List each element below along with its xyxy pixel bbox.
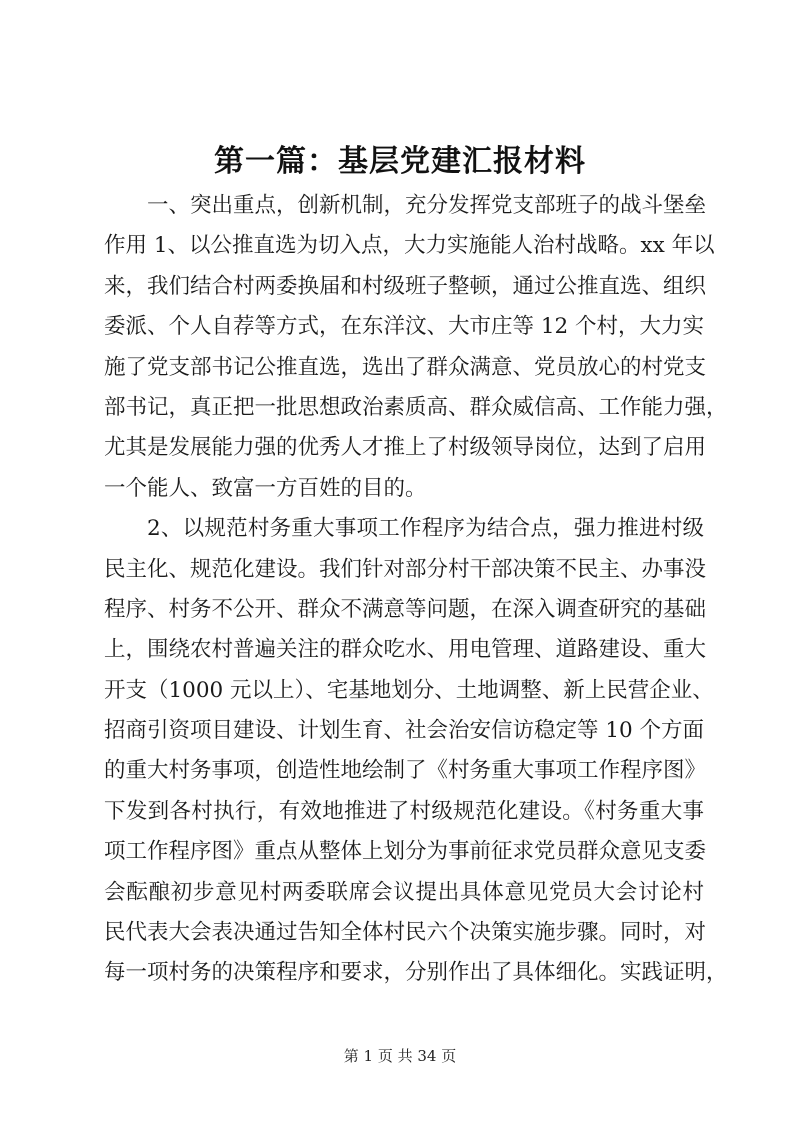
body-line: 一、突出重点，创新机制，充分发挥党支部班子的战斗堡垒: [147, 193, 707, 218]
body-line: 一个能人、致富一方百姓的目的。: [104, 475, 427, 501]
body-line: 会酝酿初步意见村两委联席会议提出具体意见党员大会讨论村: [104, 879, 704, 905]
body-line: 上，围绕农村普遍关注的群众吃水、用电管理、道路建设、重大: [104, 637, 707, 663]
body-line: 的重大村务事项，创造性地绘制了《村务重大事项工作程序图》: [104, 758, 707, 784]
body-line: 每一项村务的决策程序和要求，分别作出了具体细化。实践证明，: [104, 960, 728, 986]
body-line: 2、以规范村务重大事项工作程序为结合点，强力推进村级: [147, 516, 704, 542]
body-line: 施了党支部书记公推直选，选出了群众满意、党员放心的村党支: [104, 354, 707, 380]
body-line: 来，我们结合村两委换届和村级班子整顿，通过公推直选、组织: [104, 273, 707, 299]
body-line: 部书记，真正把一批思想政治素质高、群众威信高、工作能力强，: [104, 394, 728, 420]
body-line: 项工作程序图》重点从整体上划分为事前征求党员群众意见支委: [104, 839, 707, 865]
document-title: 第一篇：基层党建汇报材料: [214, 144, 586, 179]
body-line: 程序、村务不公开、群众不满意等问题，在深入调查研究的基础: [104, 596, 707, 622]
body-line: 民主化、规范化建设。我们针对部分村干部决策不民主、办事没: [104, 556, 707, 582]
body-line: 作用 1、以公推直选为切入点，大力实施能人治村战略。xx 年以: [104, 233, 715, 259]
body-line: 尤其是发展能力强的优秀人才推上了村级领导岗位，达到了启用: [104, 435, 707, 461]
body-line: 民代表大会表决通过告知全体村民六个决策实施步骤。同时，对: [104, 920, 707, 946]
body-line: 委派、个人自荐等方式，在东洋汶、大市庄等 12 个村，大力实: [104, 314, 705, 340]
document-body: [104, 186, 728, 994]
body-line: 开支（1000 元以上）、宅基地划分、土地调整、新上民营企业、: [104, 677, 714, 703]
page-footer: 第 1 页 共 34 页: [343, 1047, 457, 1065]
body-line: 招商引资项目建设、计划生育、社会治安信访稳定等 10 个方面: [104, 718, 705, 744]
body-line: 下发到各村执行，有效地推进了村级规范化建设。《村务重大事: [104, 798, 704, 824]
